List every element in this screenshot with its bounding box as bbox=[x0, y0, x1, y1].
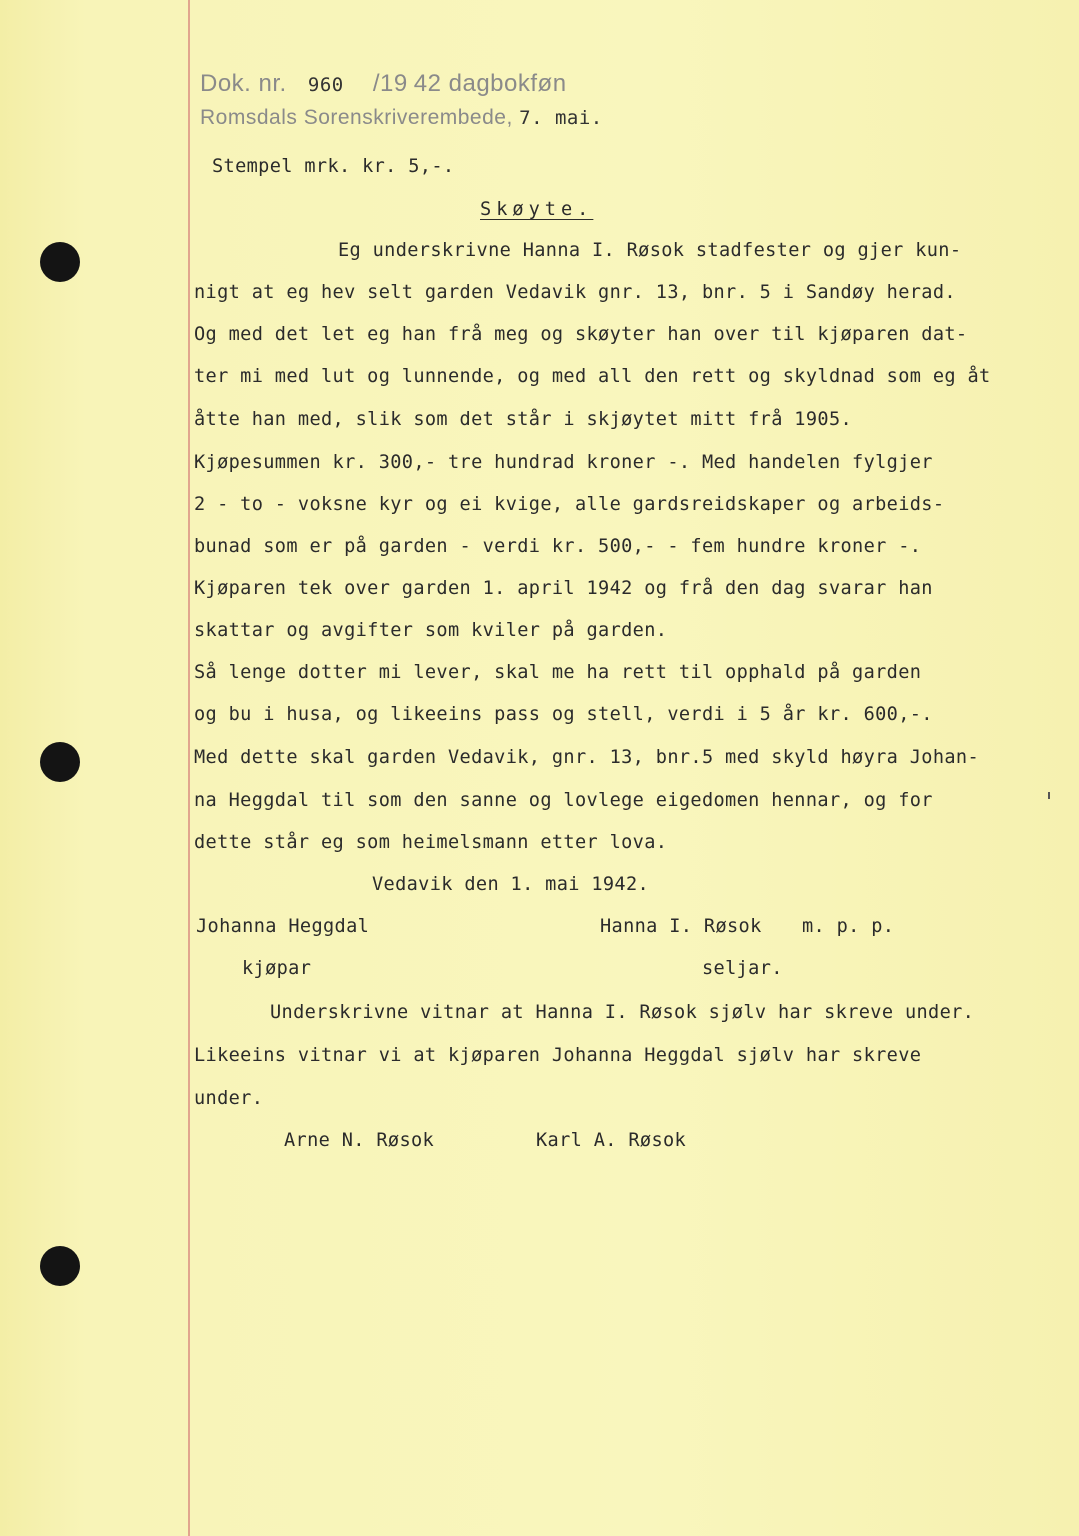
year-prefix: /19 bbox=[372, 70, 408, 97]
margin-rule bbox=[188, 0, 190, 1536]
seller-signature: Hanna I. Røsok bbox=[600, 916, 762, 937]
seller-mpp: m. p. p. bbox=[802, 916, 895, 937]
body-line: åtte han med, slik som det står i skjøytet mitt frå 1905. bbox=[194, 409, 853, 430]
body-line: Så lenge dotter mi lever, skal me ha rett til opphald på garden bbox=[194, 662, 922, 683]
dagbok-label: dagbokføn bbox=[448, 70, 567, 97]
body-line: Kjøparen tek over garden 1. april 1942 og frå den dag svarar han bbox=[194, 578, 933, 599]
body-line: bunad som er på garden - verdi kr. 500,- - fem hundre kroner -. bbox=[194, 536, 922, 557]
body-line: og bu i husa, og likeeins pass og stell, verdi i 5 år kr. 600,-. bbox=[194, 704, 933, 725]
body-line: nigt at eg hev selt garden Vedavik gnr. 13, bnr. 5 i Sandøy herad. bbox=[194, 282, 956, 303]
body-line: na Heggdal til som den sanne og lovlege eigedomen hennar, og for bbox=[194, 790, 933, 811]
doc-number-stamp bbox=[200, 70, 567, 98]
body-line: Og med det let eg han frå meg og skøyter han over til kjøparen dat- bbox=[194, 324, 968, 345]
body-line: Med dette skal garden Vedavik, gnr. 13, bnr.5 med skyld høyra Johan- bbox=[194, 747, 980, 768]
witness-2-signature: Karl A. Røsok bbox=[536, 1130, 687, 1151]
margin-tick-mark bbox=[1048, 792, 1050, 799]
buyer-role: kjøpar bbox=[242, 958, 312, 979]
seller-role: seljar. bbox=[702, 958, 783, 979]
body-line: ter mi med lut og lunnende, og med all den rett og skyldnad som eg åt bbox=[194, 366, 991, 387]
body-line: Eg underskrivne Hanna I. Røsok stadfester og gjer kun- bbox=[338, 240, 962, 261]
body-line: dette står eg som heimelsmann etter lova. bbox=[194, 832, 668, 853]
doc-prefix: Dok. nr. bbox=[200, 70, 287, 97]
doc-number: 960 bbox=[307, 74, 344, 96]
witness-line: Likeeins vitnar vi at kjøparen Johanna Heggdal sjølv har skreve bbox=[194, 1045, 922, 1066]
buyer-signature: Johanna Heggdal bbox=[196, 916, 370, 937]
document-title: Skøyte. bbox=[480, 199, 594, 220]
witness-1-signature: Arne N. Røsok bbox=[284, 1130, 435, 1151]
punch-hole-bottom bbox=[40, 1246, 80, 1286]
witness-line: under. bbox=[194, 1088, 264, 1109]
registration-date: 7. mai. bbox=[519, 107, 603, 129]
year-suffix: 42 bbox=[413, 70, 442, 97]
body-line: skattar og avgifter som kviler på garden. bbox=[194, 620, 668, 641]
body-line: 2 - to - voksne kyr og ei kvige, alle gardsreidskaper og arbeids- bbox=[194, 494, 945, 515]
body-line: Kjøpesummen kr. 300,- tre hundrad kroner -. Med handelen fylgjer bbox=[194, 452, 933, 473]
stamp-fee-line: Stempel mrk. kr. 5,-. bbox=[212, 156, 455, 177]
punch-hole-top bbox=[40, 242, 80, 282]
office-name: Romsdals Sorenskriverembede, bbox=[200, 106, 513, 129]
place-date: Vedavik den 1. mai 1942. bbox=[372, 874, 650, 895]
witness-line: Underskrivne vitnar at Hanna I. Røsok sjølv har skreve under. bbox=[270, 1002, 975, 1023]
office-stamp bbox=[200, 106, 603, 130]
punch-hole-middle bbox=[40, 742, 80, 782]
